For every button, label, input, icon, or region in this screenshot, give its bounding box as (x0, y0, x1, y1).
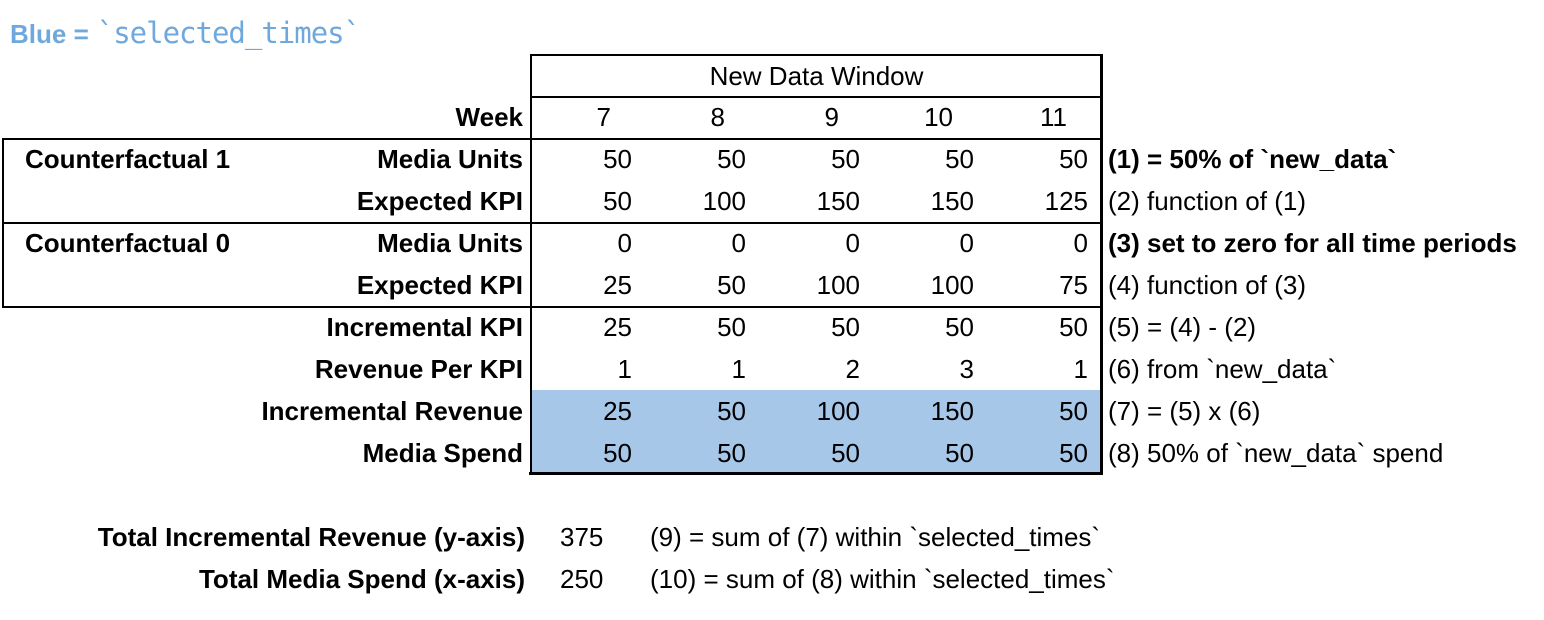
table-cell: 50 (1059, 312, 1088, 342)
table-cell: 25 (603, 312, 632, 342)
total-row (0, 558, 1544, 600)
row-note: (2) function of (1) (1108, 186, 1306, 216)
table-cell: 75 (1059, 270, 1088, 300)
table-cell: 50 (717, 144, 746, 174)
table-cell: 100 (816, 396, 860, 426)
row-label: Incremental KPI (326, 312, 523, 342)
table-row-highlighted (0, 432, 1544, 474)
total-value: 375 (560, 522, 604, 552)
week-row (0, 96, 1544, 138)
table-cell: 50 (1059, 438, 1088, 468)
row-label: Revenue Per KPI (314, 354, 523, 384)
table-row (0, 138, 1544, 180)
table-cell: 50 (1059, 396, 1088, 426)
table-cell: 50 (603, 438, 632, 468)
total-row (0, 516, 1544, 558)
week-value: 11 (1040, 102, 1067, 132)
table-cell: 0 (617, 228, 632, 258)
week-value: 8 (710, 102, 725, 132)
row-note: (7) = (5) x (6) (1108, 396, 1261, 426)
total-note: (9) = sum of (7) within `selected_times` (650, 522, 1101, 552)
row-note: (1) = 50% of `new_data` (1108, 144, 1397, 174)
row-note: (5) = (4) - (2) (1108, 312, 1257, 342)
table-cell: 50 (717, 396, 746, 426)
row-label: Incremental Revenue (261, 396, 523, 426)
table-cell: 50 (1059, 144, 1088, 174)
table-cell: 100 (930, 270, 974, 300)
week-value: 9 (824, 102, 839, 132)
row-note: (4) function of (3) (1108, 270, 1306, 300)
table-cell: 3 (959, 354, 974, 384)
row-label: Media Spend (362, 438, 523, 468)
table-cell: 125 (1044, 186, 1088, 216)
group-label: Counterfactual 1 (25, 144, 231, 174)
table-cell: 1 (617, 354, 632, 384)
table-cell: 0 (959, 228, 974, 258)
row-label: Media Units (377, 228, 523, 258)
table-cell: 1 (1073, 354, 1088, 384)
table-cell: 50 (717, 438, 746, 468)
table-cell: 150 (930, 186, 974, 216)
table-cell: 100 (816, 270, 860, 300)
group-label: Counterfactual 0 (25, 228, 231, 258)
table-cell: 150 (816, 186, 860, 216)
new-data-window-header: New Data Window (709, 61, 924, 91)
table-cell: 50 (831, 438, 860, 468)
table-cell: 50 (717, 312, 746, 342)
row-note: (8) 50% of `new_data` spend (1108, 438, 1444, 468)
week-label: Week (455, 102, 523, 132)
table-row (0, 306, 1544, 348)
table-cell: 50 (945, 312, 974, 342)
table-cell: 50 (945, 438, 974, 468)
legend (10, 16, 360, 50)
table-cell: 50 (717, 270, 746, 300)
table-cell: 25 (603, 396, 632, 426)
week-value: 10 (924, 102, 953, 132)
legend-code: `selected_times` (96, 16, 361, 50)
legend-prefix: Blue = (10, 19, 89, 49)
table-cell: 25 (603, 270, 632, 300)
table-row-highlighted (0, 390, 1544, 432)
table-cell: 50 (831, 144, 860, 174)
row-note: (6) from `new_data` (1108, 354, 1337, 384)
total-label: Total Incremental Revenue (y-axis) (97, 522, 525, 552)
table-cell: 50 (603, 144, 632, 174)
table-row (0, 222, 1544, 264)
week-value: 7 (596, 102, 611, 132)
table-row (0, 348, 1544, 390)
table-row (0, 180, 1544, 222)
total-note: (10) = sum of (8) within `selected_times` (650, 564, 1115, 594)
table-cell: 50 (945, 144, 974, 174)
table-row (0, 264, 1544, 306)
table-cell: 1 (731, 354, 746, 384)
table-cell: 0 (731, 228, 746, 258)
total-label: Total Media Spend (x-axis) (198, 564, 525, 594)
table-cell: 50 (603, 186, 632, 216)
total-value: 250 (560, 564, 604, 594)
row-label: Expected KPI (356, 270, 523, 300)
row-label: Expected KPI (356, 186, 523, 216)
table-cell: 100 (702, 186, 746, 216)
table-cell: 0 (1073, 228, 1088, 258)
table-cell: 0 (845, 228, 860, 258)
table-cell: 50 (831, 312, 860, 342)
table-cell: 2 (845, 354, 860, 384)
table-cell: 150 (930, 396, 974, 426)
row-label: Media Units (377, 144, 523, 174)
row-note: (3) set to zero for all time periods (1108, 228, 1517, 258)
